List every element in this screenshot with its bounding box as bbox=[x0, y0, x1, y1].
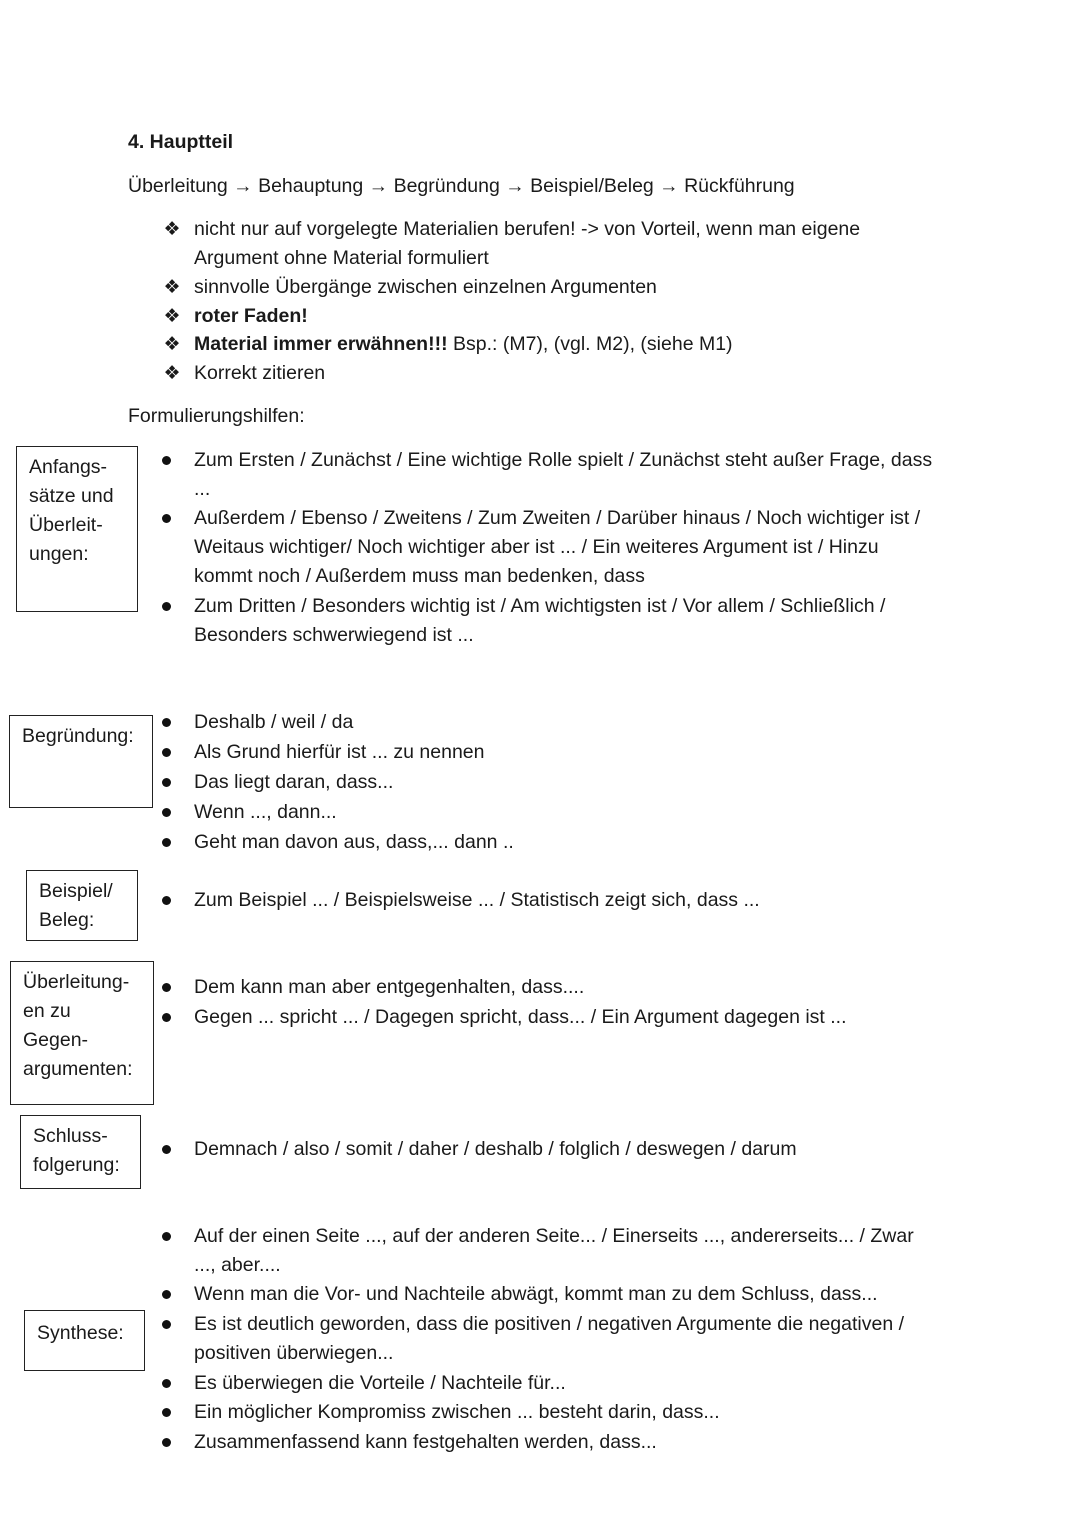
diamond-bullet-icon: ❖ bbox=[163, 334, 181, 355]
label-line: ungen: bbox=[29, 543, 89, 565]
list-item-cont: ... bbox=[194, 478, 211, 500]
label-line: Beleg: bbox=[39, 909, 95, 931]
label-box-schlussfolgerung bbox=[20, 1115, 141, 1189]
list-item: Es überwiegen die Vorteile / Nachteile für... bbox=[194, 1372, 566, 1394]
list-item-cont: Weitaus wichtiger/ Noch wichtiger aber ist ... / Ein weiteres Argument ist / Hinzu bbox=[194, 536, 879, 558]
label-line: folgerung: bbox=[33, 1154, 120, 1176]
tip-item: nicht nur auf vorgelegte Materialien berufen! -> von Vorteil, wenn man eigene bbox=[194, 218, 861, 240]
tip-item bbox=[194, 330, 964, 359]
list-item: Es ist deutlich geworden, dass die positiven / negativen Argumente die negativen / bbox=[194, 1313, 905, 1335]
list-item: Geht man davon aus, dass,... dann .. bbox=[194, 831, 514, 853]
bullet-icon bbox=[162, 808, 171, 817]
tip-bold: Material immer erwähnen!!! bbox=[194, 333, 448, 355]
bullet-icon bbox=[162, 1290, 171, 1299]
label-box-begruendung bbox=[9, 715, 153, 808]
bullet-icon bbox=[162, 1232, 171, 1241]
diamond-bullet-icon: ❖ bbox=[163, 219, 181, 240]
tip-item: roter Faden! bbox=[194, 305, 308, 327]
list-item-cont: Besonders schwerwiegend ist ... bbox=[194, 624, 474, 646]
list-item: Deshalb / weil / da bbox=[194, 711, 354, 733]
label-line: Überleitung- bbox=[23, 971, 130, 993]
formulierungshilfen-label: Formulierungshilfen: bbox=[128, 405, 305, 427]
list-item: Zum Ersten / Zunächst / Eine wichtige Rolle spielt / Zunächst steht außer Frage, dass bbox=[194, 449, 933, 471]
bullet-icon bbox=[162, 1379, 171, 1388]
bullet-icon bbox=[162, 778, 171, 787]
bullet-icon bbox=[162, 514, 171, 523]
list-item: Dem kann man aber entgegenhalten, dass.... bbox=[194, 976, 585, 998]
bullet-icon bbox=[162, 1145, 171, 1154]
list-item: Das liegt daran, dass... bbox=[194, 771, 394, 793]
list-item-cont: ..., aber.... bbox=[194, 1254, 281, 1276]
label-line: sätze und bbox=[29, 485, 114, 507]
label-line: Anfangs- bbox=[29, 456, 108, 478]
list-item: Wenn ..., dann... bbox=[194, 801, 337, 823]
bullet-icon bbox=[162, 983, 171, 992]
bullet-icon bbox=[162, 748, 171, 757]
bullet-icon bbox=[162, 1013, 171, 1022]
list-item-cont: positiven überwiegen... bbox=[194, 1342, 394, 1364]
label-line: Synthese: bbox=[37, 1322, 124, 1344]
list-item: Gegen ... spricht ... / Dagegen spricht, dass... / Ein Argument dagegen ist ... bbox=[194, 1006, 847, 1028]
label-line: Gegen- bbox=[23, 1029, 89, 1051]
label-line: en zu bbox=[23, 1000, 71, 1022]
list-item: Wenn man die Vor- und Nachteile abwägt, kommt man zu dem Schluss, dass... bbox=[194, 1283, 878, 1305]
label-line: Begründung: bbox=[22, 725, 134, 747]
bullet-icon bbox=[162, 718, 171, 727]
diamond-bullet-icon: ❖ bbox=[163, 306, 181, 327]
bullet-icon bbox=[162, 1438, 171, 1447]
label-line: Schluss- bbox=[33, 1125, 108, 1147]
list-item: Auf der einen Seite ..., auf der anderen Seite... / Einerseits ..., andererseits... / Zwar bbox=[194, 1225, 914, 1247]
list-item: Ein möglicher Kompromiss zwischen ... besteht darin, dass... bbox=[194, 1401, 720, 1423]
bullet-icon bbox=[162, 896, 171, 905]
label-box-beispiel bbox=[26, 870, 138, 941]
label-line: Beispiel/ bbox=[39, 880, 113, 902]
list-item: Demnach / also / somit / daher / deshalb / folglich / deswegen / darum bbox=[194, 1138, 797, 1160]
list-item: Außerdem / Ebenso / Zweitens / Zum Zweiten / Darüber hinaus / Noch wichtiger ist / bbox=[194, 507, 921, 529]
label-box-anfang bbox=[16, 446, 138, 612]
label-line: argumenten: bbox=[23, 1058, 133, 1080]
list-item: Als Grund hierfür ist ... zu nennen bbox=[194, 741, 485, 763]
tip-rest: Bsp.: (M7), (vgl. M2), (siehe M1) bbox=[447, 333, 733, 355]
bullet-icon bbox=[162, 602, 171, 611]
tip-item: Korrekt zitieren bbox=[194, 362, 326, 384]
bullet-icon bbox=[162, 838, 171, 847]
section-title: 4. Hauptteil bbox=[128, 131, 234, 153]
label-line: Überleit- bbox=[29, 514, 103, 536]
list-item: Zusammenfassend kann festgehalten werden, dass... bbox=[194, 1431, 657, 1453]
list-item-cont: kommt noch / Außerdem muss man bedenken, dass bbox=[194, 565, 645, 587]
diamond-bullet-icon: ❖ bbox=[163, 277, 181, 298]
label-box-synthese bbox=[24, 1310, 145, 1371]
bullet-icon bbox=[162, 1408, 171, 1417]
list-item: Zum Beispiel ... / Beispielsweise ... / Statistisch zeigt sich, dass ... bbox=[194, 889, 760, 911]
argument-flow: Überleitung → Behauptung → Begründung → Beispiel/Beleg → Rückführung bbox=[128, 175, 795, 197]
label-box-gegenargumente bbox=[10, 961, 154, 1105]
diamond-bullet-icon: ❖ bbox=[163, 363, 181, 384]
tip-item-cont: Argument ohne Material formuliert bbox=[194, 247, 489, 269]
tip-item: sinnvolle Übergänge zwischen einzelnen Argumenten bbox=[194, 276, 657, 298]
bullet-icon bbox=[162, 1320, 171, 1329]
list-item: Zum Dritten / Besonders wichtig ist / Am wichtigsten ist / Vor allem / Schließlich / bbox=[194, 595, 886, 617]
bullet-icon bbox=[162, 456, 171, 465]
